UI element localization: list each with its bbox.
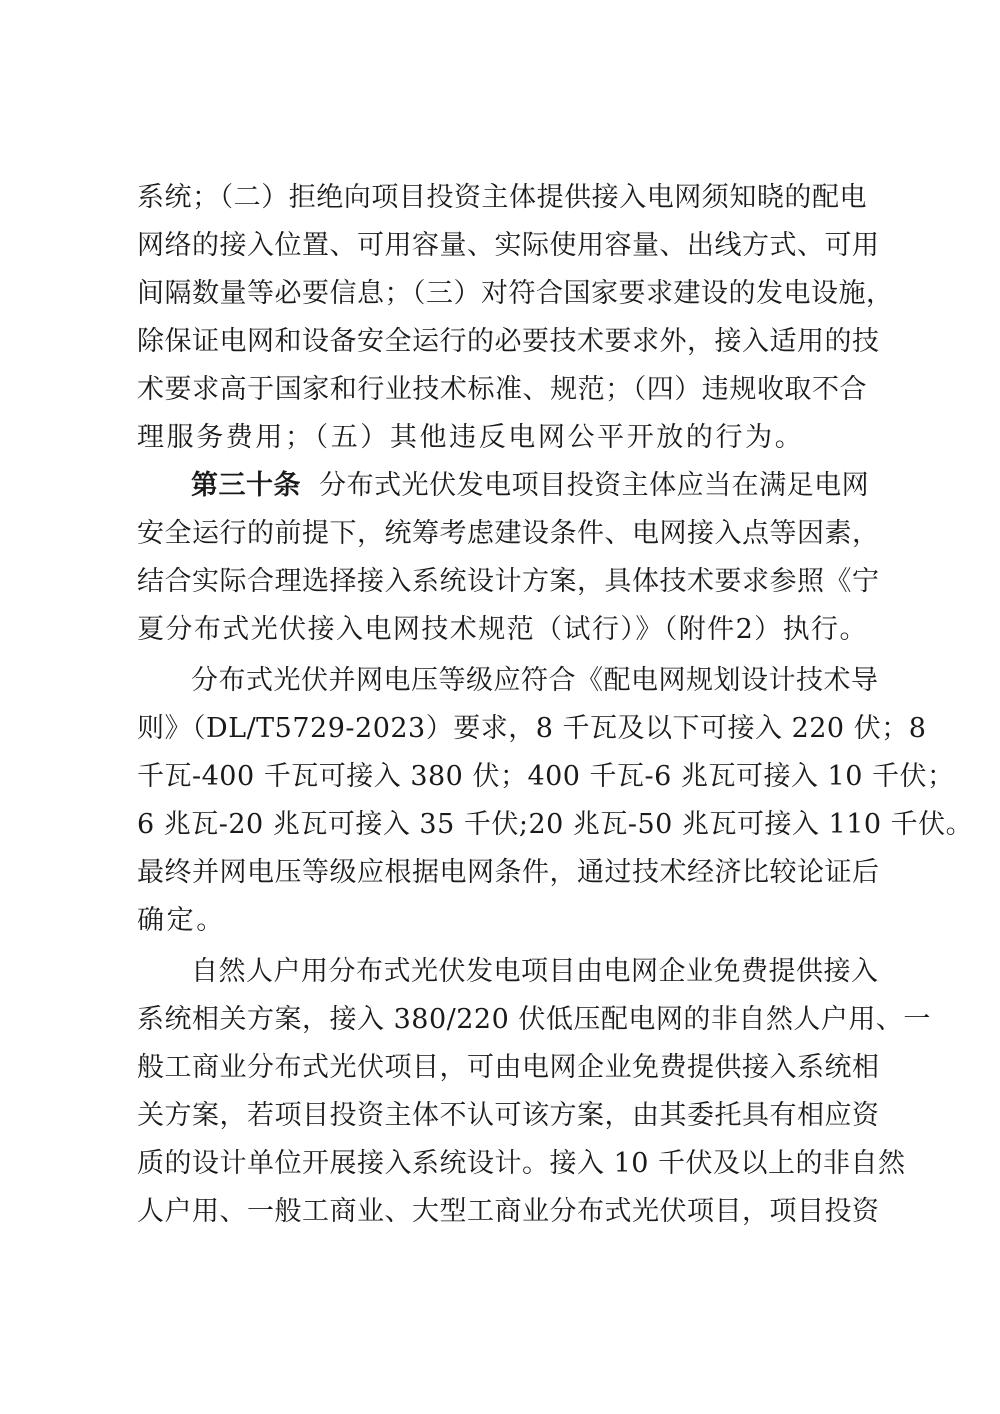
body-text-line: 系统相关方案，接入 380/220 伏低压配电网的非自然人户用、一 bbox=[137, 1004, 931, 1035]
body-text-line: 间隔数量等必要信息；（三）对符合国家要求建设的发电设施， bbox=[137, 278, 894, 309]
body-text-line: 网络的接入位置、可用容量、实际使用容量、出线方式、可用 bbox=[137, 230, 880, 261]
article-text: 分布式光伏发电项目投资主体应当在满足电网 bbox=[319, 470, 870, 501]
body-text-line: 术要求高于国家和行业技术标准、规范；（四）违规收取不合 bbox=[137, 374, 867, 405]
article-label: 第三十条 bbox=[191, 470, 301, 501]
body-text-line: 安全运行的前提下，统筹考虑建设条件、电网接入点等因素， bbox=[137, 518, 880, 549]
body-text-line: 6 兆瓦-20 兆瓦可接入 35 千伏;20 兆瓦-50 兆瓦可接入 110 千伏。 bbox=[137, 809, 974, 840]
body-text-line: 系统；（二）拒绝向项目投资主体提供接入电网须知晓的配电 bbox=[137, 182, 867, 213]
body-text-line: 分布式光伏并网电压等级应符合《配电网规划设计技术导 bbox=[191, 665, 879, 696]
body-text-line: 千瓦-400 千瓦可接入 380 伏；400 千瓦-6 兆瓦可接入 10 千伏； bbox=[137, 761, 955, 792]
body-text-line: 关方案，若项目投资主体不认可该方案，由其委托具有相应资 bbox=[137, 1100, 880, 1131]
article-first-line bbox=[191, 464, 870, 508]
body-text-line: 人户用、一般工商业、大型工商业分布式光伏项目，项目投资 bbox=[137, 1196, 880, 1227]
body-text-line: 质的设计单位开展接入系统设计。接入 10 千伏及以上的非自然 bbox=[137, 1148, 906, 1179]
body-text-line: 除保证电网和设备安全运行的必要技术要求外，接入适用的技 bbox=[137, 326, 880, 357]
body-text-line: 般工商业分布式光伏项目，可由电网企业免费提供接入系统相 bbox=[137, 1052, 880, 1083]
body-text-line: 结合实际合理选择接入系统设计方案，具体技术要求参照《宁 bbox=[137, 566, 880, 597]
body-text-line: 则》（DL/T5729-2023）要求，8 千瓦及以下可接入 220 伏；8 bbox=[137, 713, 927, 744]
body-text-line: 夏分布式光伏接入电网技术规范（试行）》（附件2）执行。 bbox=[137, 614, 867, 645]
body-text-line: 最终并网电压等级应根据电网条件，通过技术经济比较论证后 bbox=[137, 857, 880, 888]
body-text-line: 自然人户用分布式光伏发电项目由电网企业免费提供接入 bbox=[191, 956, 879, 987]
body-text-line: 确定。 bbox=[137, 905, 226, 936]
body-text-line: 理服务费用；（五）其他违反电网公平开放的行为。 bbox=[137, 422, 805, 453]
